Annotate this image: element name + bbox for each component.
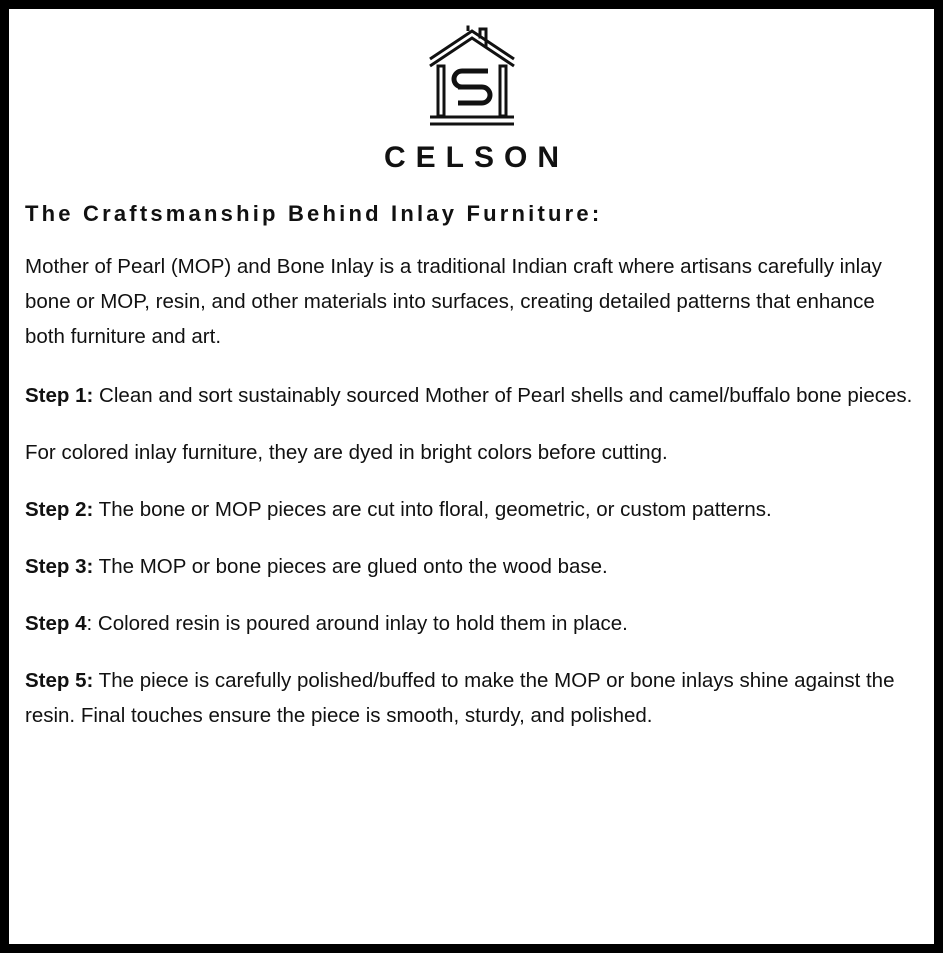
step-label: Step 1: <box>25 384 94 407</box>
brand-name: CELSON <box>383 141 569 174</box>
body-copy <box>25 249 918 733</box>
step-text: Clean and sort sustainably sourced Mother of Pearl shells and camel/buffalo bone pieces. <box>93 384 913 407</box>
step-label: Step 4 <box>25 612 87 635</box>
step-paragraph <box>25 549 918 584</box>
step-label: Step 2: <box>25 498 94 521</box>
step-label: Step 5: <box>25 669 94 692</box>
step-paragraph <box>25 378 918 413</box>
step-paragraph <box>25 606 918 641</box>
intro-paragraph: Mother of Pearl (MOP) and Bone Inlay is a traditional Indian craft where artisans carefully inlay bone or MOP, resin, and other materials into surfaces, creating detailed patterns that enhance both furniture and art. <box>25 255 882 348</box>
step-paragraph <box>25 663 918 733</box>
page-title: The Craftsmanship Behind Inlay Furniture: <box>25 201 603 226</box>
brand-header <box>25 19 918 175</box>
step-text: The piece is carefully polished/buffed to make the MOP or bone inlays shine against the resin. Final touches ensure the piece is smooth, sturdy, and polished. <box>25 669 895 727</box>
step-text: The bone or MOP pieces are cut into floral, geometric, or custom patterns. <box>93 498 772 521</box>
step-text: For colored inlay furniture, they are dyed in bright colors before cutting. <box>25 441 668 464</box>
step-paragraph <box>25 435 918 470</box>
step-text: : Colored resin is poured around inlay to hold them in place. <box>86 612 628 635</box>
step-text: The MOP or bone pieces are glued onto the wood base. <box>93 555 608 578</box>
house-monogram-logo-icon <box>25 25 918 129</box>
step-paragraph <box>25 492 918 527</box>
step-label: Step 3: <box>25 555 94 578</box>
